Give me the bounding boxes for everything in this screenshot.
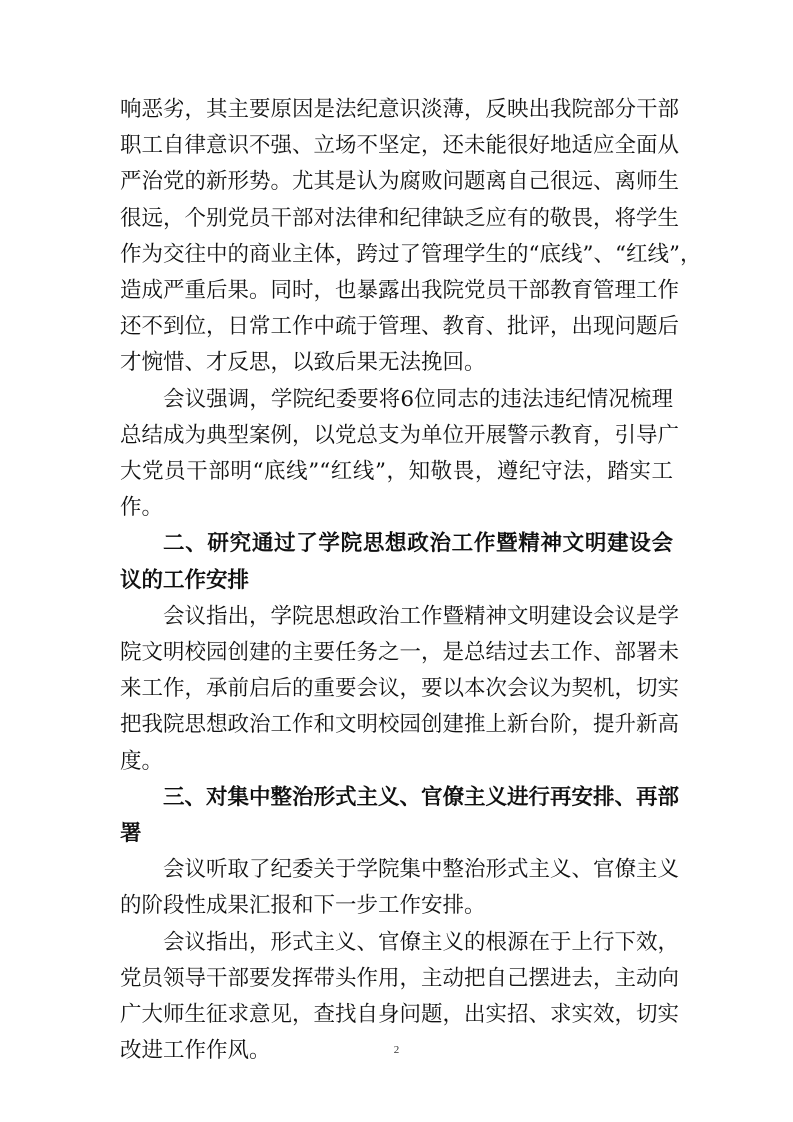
body-text-line: 作为交往中的商业主体，跨过了管理学生的“底线”、“红线”， (120, 242, 702, 267)
body-text-line: 会议强调，学院纪委要将6位同志的违法违纪情况梳理 (163, 387, 673, 412)
body-text-line: 作。 (120, 495, 164, 520)
section-heading-line: 二、研究通过了学院思想政治工作暨精神文明建设会 (163, 531, 673, 556)
body-text-line: 党员领导干部要发挥带头作用，主动把自己摆进去，主动向 (120, 966, 680, 991)
body-text-line: 广大师生征求意见，查找自身问题，出实招、求实效，切实 (120, 1002, 680, 1027)
page-number: 2 (393, 1044, 400, 1056)
body-text-line: 会议指出，形式主义、官僚主义的根源在于上行下效， (163, 930, 680, 955)
body-text-line: 会议听取了纪委关于学院集中整治形式主义、官僚主义 (163, 857, 680, 882)
body-text-line: 度。 (120, 749, 164, 774)
body-text-line: 的阶段性成果汇报和下一步工作安排。 (120, 893, 486, 918)
body-text-line: 才惋惜、才反思，以致后果无法挽回。 (120, 350, 486, 375)
body-text-line: 把我院思想政治工作和文明校园创建推上新台阶，提升新高 (120, 712, 680, 737)
body-text-line: 总结成为典型案例，以党总支为单位开展警示教育，引导广 (120, 423, 680, 448)
body-text-line: 职工自律意识不强、立场不坚定，还未能很好地适应全面从 (120, 133, 680, 158)
body-text-line: 大党员干部明“底线”“红线”，知敬畏，遵纪守法，踏实工 (120, 459, 673, 484)
body-text-line: 还不到位，日常工作中疏于管理、教育、批评，出现问题后 (120, 314, 680, 339)
body-text-line: 会议指出，学院思想政治工作暨精神文明建设会议是学 (163, 604, 680, 629)
body-text-line: 院文明校园创建的主要任务之一，是总结过去工作、部署未 (120, 640, 680, 665)
body-text-line: 来工作，承前启后的重要会议，要以本次会议为契机，切实 (120, 676, 680, 701)
section-heading-line: 三、对集中整治形式主义、官僚主义进行再安排、再部 (163, 785, 680, 810)
body-text-line: 很远，个别党员干部对法律和纪律缺乏应有的敬畏，将学生 (120, 206, 680, 231)
body-text-line: 严治党的新形势。尤其是认为腐败问题离自己很远、离师生 (120, 169, 680, 194)
body-text-line: 改进工作作风。 (120, 1038, 271, 1063)
section-heading-line: 署 (120, 821, 142, 846)
body-text-line: 响恶劣，其主要原因是法纪意识淡薄，反映出我院部分干部 (120, 97, 680, 122)
section-heading-line: 议的工作安排 (120, 568, 250, 593)
body-text-line: 造成严重后果。同时，也暴露出我院党员干部教育管理工作 (120, 278, 680, 303)
